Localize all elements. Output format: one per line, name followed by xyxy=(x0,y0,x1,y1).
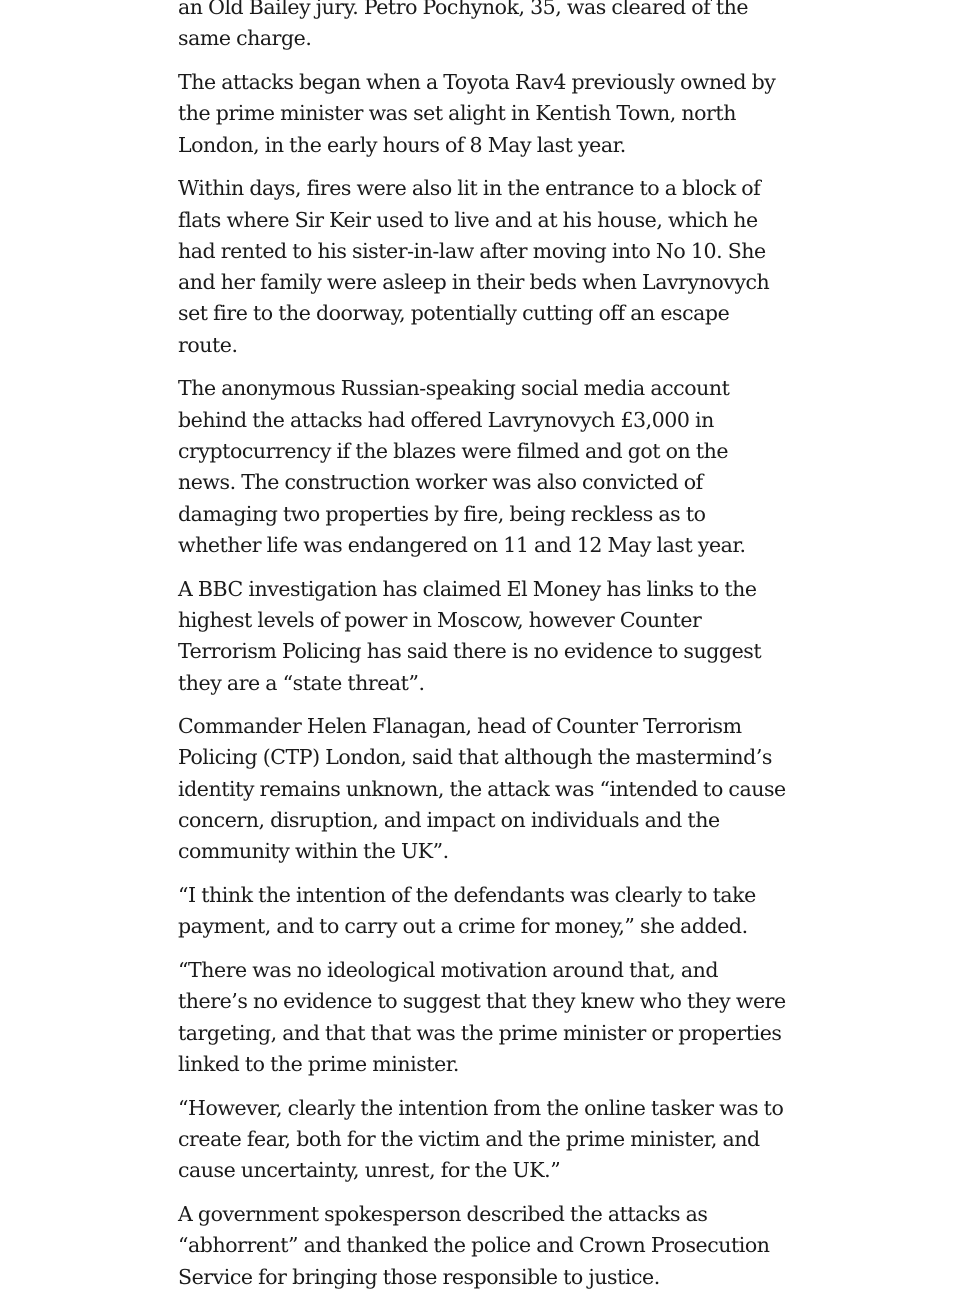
article-paragraph: Commander Helen Flanagan, head of Counter Terrorism Policing (CTP) London, said that although the mastermind’s identity remains unknown, the attack was “intended to cause concern, disruption, and impact on individuals and the community within the UK”. xyxy=(178,714,786,864)
article-paragraph: “There was no ideological motivation around that, and there’s no evidence to suggest that they knew who they were targeting, and that that was the prime minister or properties linked to the prime minister. xyxy=(178,958,786,1076)
article-paragraph: “However, clearly the intention from the online tasker was to create fear, both for the victim and the prime minister, and cause uncertainty, unrest, for the UK.” xyxy=(178,1095,784,1183)
article-paragraph: “I think the intention of the defendants was clearly to take payment, and to carry out a crime for money,” she added. xyxy=(178,883,756,939)
article-paragraph: A government spokesperson described the attacks as “abhorrent” and thanked the police and Crown Prosecution Service for bringing those responsible to justice. xyxy=(178,1201,770,1289)
article-paragraph: The anonymous Russian-speaking social media account behind the attacks had offered Lavrynovych £3,000 in cryptocurrency if the blazes were filmed and got on the news. The construction worker was also convicted of damaging two properties by fire, being reckless as to whether life was endangered on 11 and 12 May last year. xyxy=(178,376,746,557)
article-body xyxy=(178,0,786,1305)
article-paragraph: an Old Bailey jury. Petro Pochynok, 35, was cleared of the same charge. xyxy=(178,0,749,51)
article-paragraph: The attacks began when a Toyota Rav4 previously owned by the prime minister was set alight in Kentish Town, north London, in the early hours of 8 May last year. xyxy=(178,69,776,157)
article-paragraph: Within days, fires were also lit in the entrance to a block of flats where Sir Keir used to live and at his house, which he had rented to his sister-in-law after moving into No 10. She and her family were asleep in their beds when Lavrynovych set fire to the doorway, potentially cutting off an escape route. xyxy=(178,176,770,357)
article-paragraph: A BBC investigation has claimed El Money has links to the highest levels of power in Moscow, however Counter Terrorism Policing has said there is no evidence to suggest they are a “state threat”. xyxy=(178,576,762,695)
